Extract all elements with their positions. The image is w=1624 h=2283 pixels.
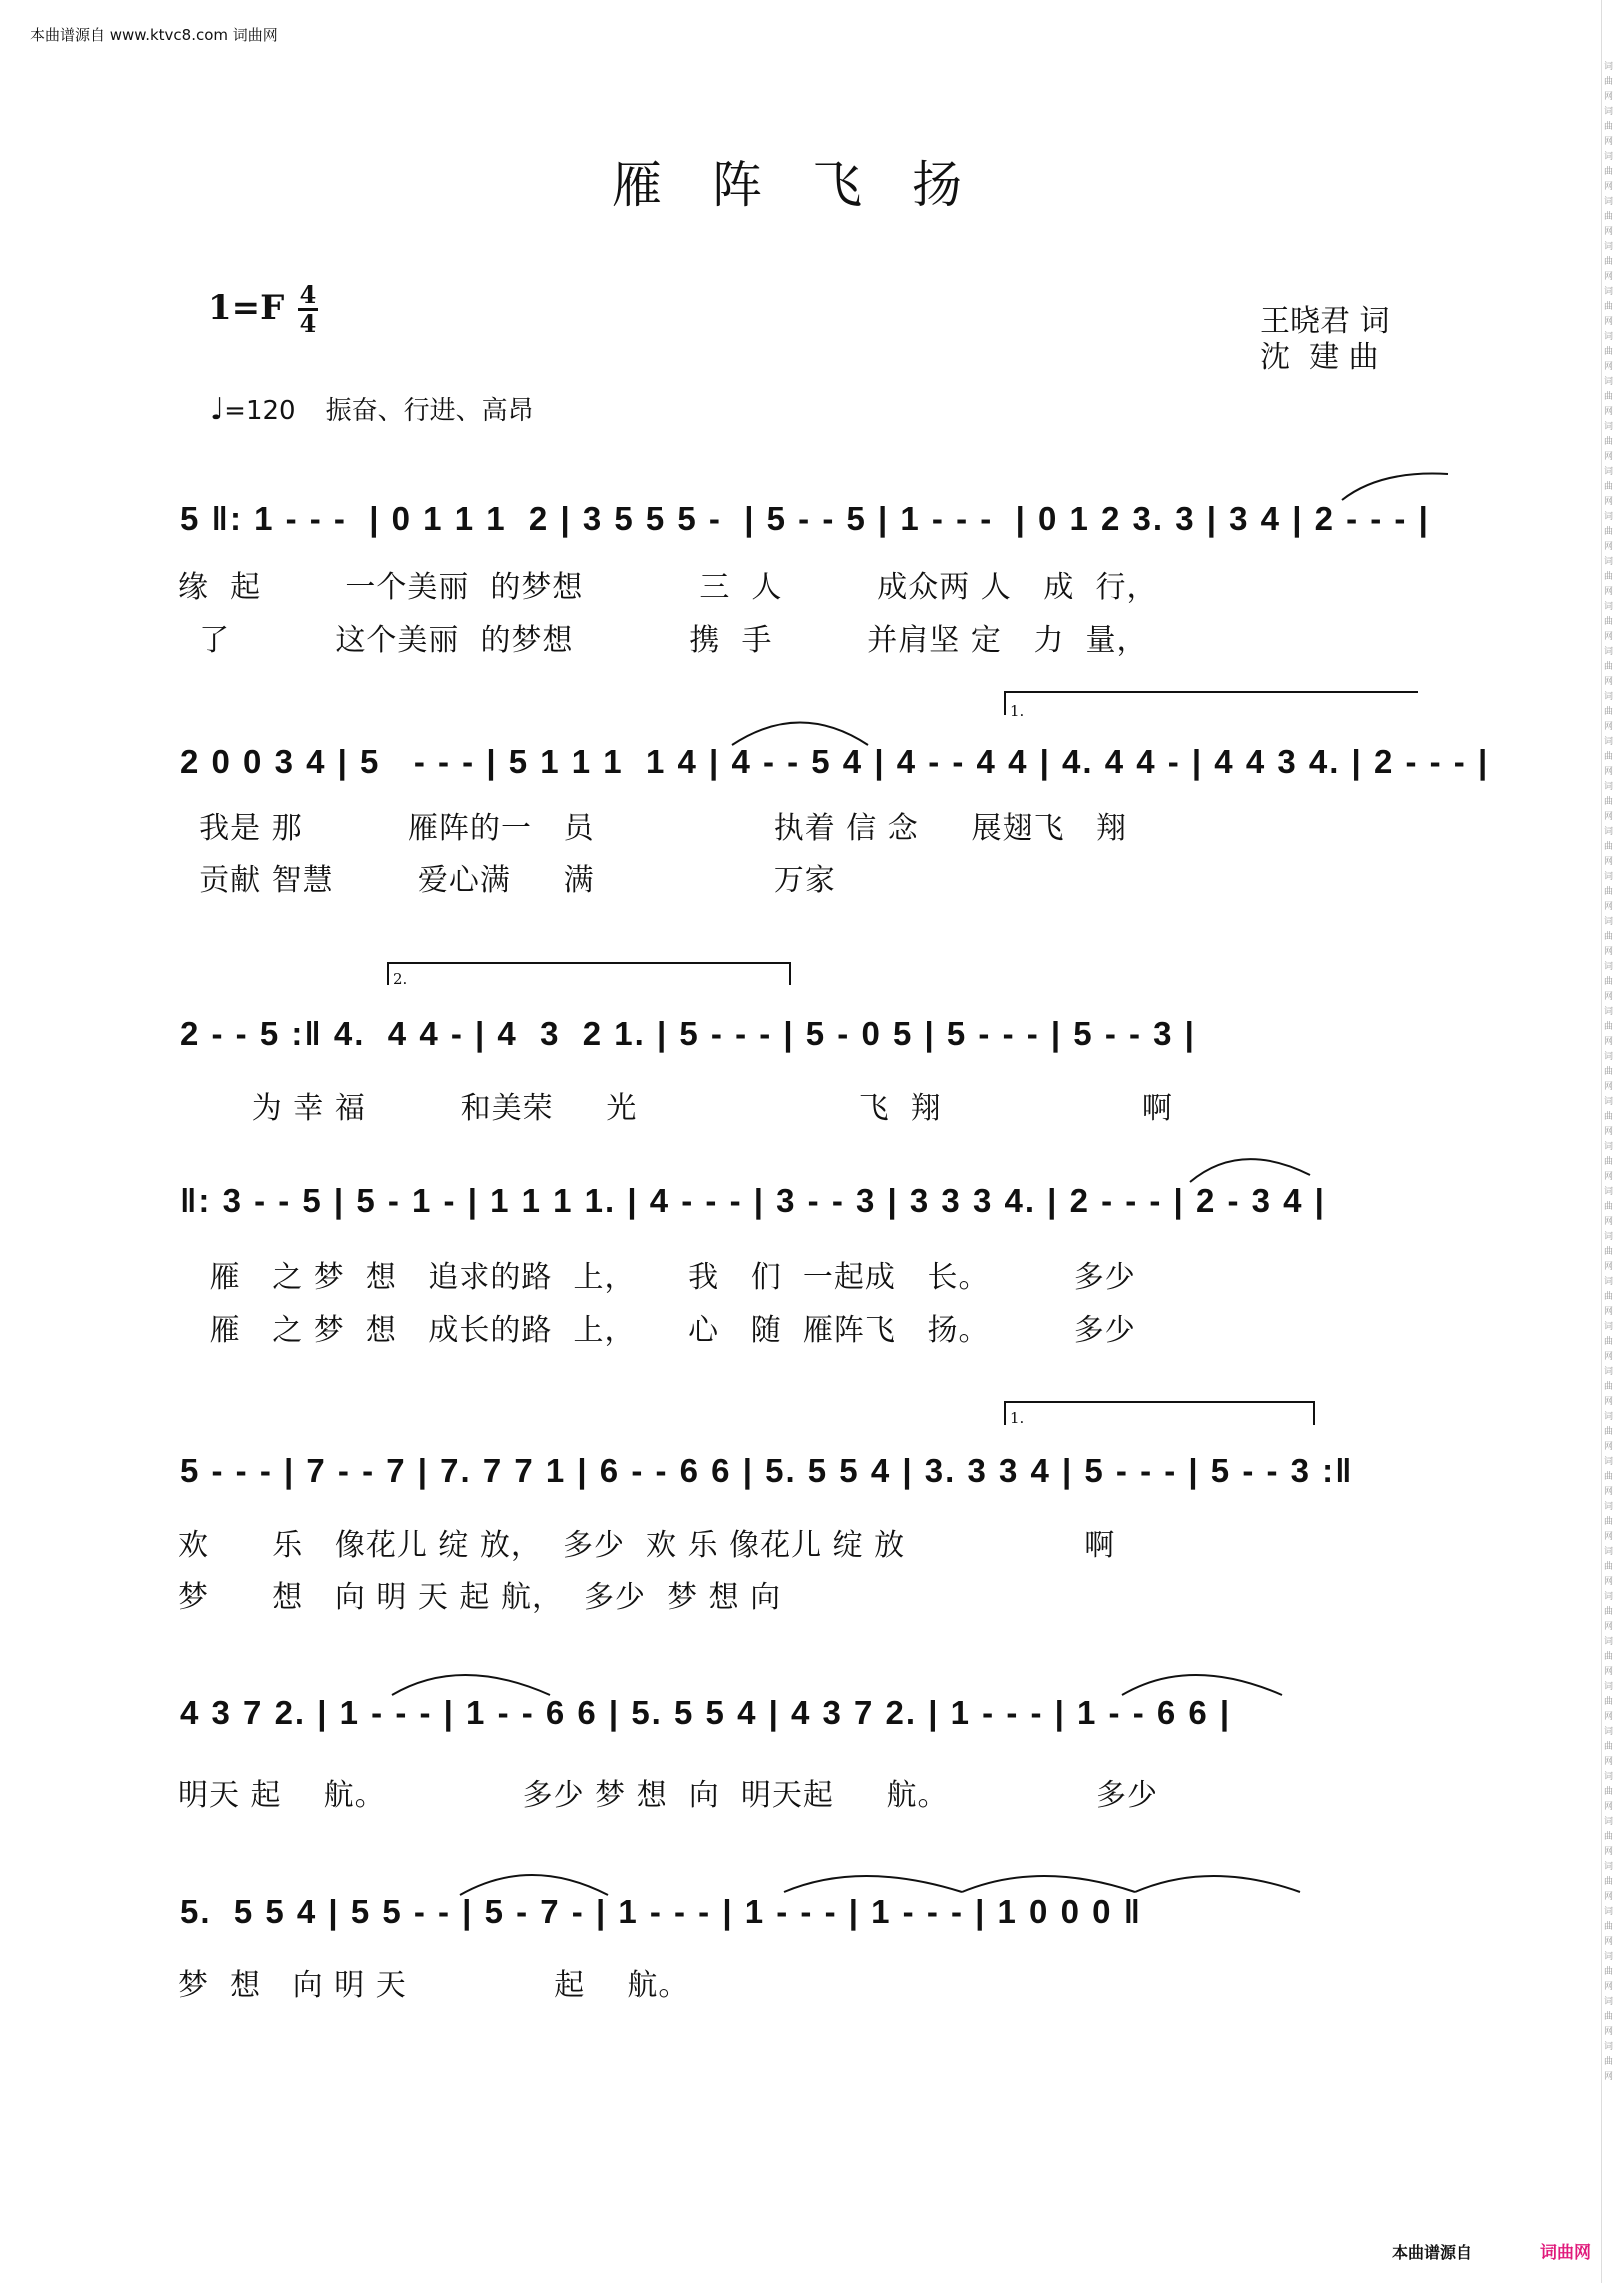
slur-8 — [962, 1876, 1135, 1892]
slur-9 — [1135, 1876, 1300, 1892]
notation-line-5: 5 - - - | 7 - - 7 | 7. 7 7 1 | 6 - - 6 6 | 5. 5 5 4 | 3. 3 3 4 | 5 - - - | 5 - - 3 :‖ — [180, 1452, 1354, 1489]
volta-1b-bracket — [1005, 1402, 1314, 1425]
notation-line-3: 2 - - 5 :‖ 4. 4 4 - | 4 3 2 1. | 5 - - - | 5 - 0 5 | 5 - - - | 5 - - 3 | — [180, 1015, 1196, 1052]
volta-1-bracket — [1005, 692, 1418, 715]
footer-site-link[interactable]: 词曲网 — [1540, 2243, 1591, 2263]
slur-5 — [1122, 1675, 1282, 1695]
lyrics-5-verse-1: 欢 乐 像花儿 绽 放， 多少 欢 乐 像花儿 绽 放 啊 — [178, 1528, 1116, 1563]
lyrics-7: 梦 想 向 明 天 起 航。 — [178, 1968, 690, 2003]
slur-7 — [784, 1876, 962, 1892]
notation-line-2: 2 0 0 3 4 | 5 - - - | 5 1 1 1 1 4 | 4 - - 5 4 | 4 - - 4 4 | 4. 4 4 - | 4 4 3 4. | 2 - - - | — [180, 743, 1490, 780]
svg-text:1.: 1. — [1010, 702, 1025, 720]
slur-2 — [732, 723, 868, 746]
notation-line-6: 4 3 7 2. | 1 - - - | 1 - - 6 6 | 5. 5 5 4 | 4 3 7 2. | 1 - - - | 1 - - 6 6 | — [180, 1694, 1232, 1731]
footer-source: 本曲谱源自 — [1392, 2243, 1473, 2262]
edge-watermark: 词曲网词曲网词曲网词曲网词曲网词曲网词曲网词曲网词曲网词曲网词曲网词曲网词曲网词曲网词曲网词曲网词曲网词曲网词曲网词曲网词曲网词曲网词曲网词曲网词曲网词曲网词曲网词曲网词曲网词曲网词曲网词曲网词曲网词曲网词曲网词曲网词曲网词曲网词曲网词曲网词曲网词曲网词曲网词曲网词曲网 — [1604, 62, 1614, 2082]
lyrics-1-verse-1: 缘 起 一个美丽 的梦想 三 人 成众两 人 成 行， — [178, 570, 1158, 605]
svg-text:1.: 1. — [1010, 1409, 1025, 1427]
notation-line-4: ‖: 3 - - 5 | 5 - 1 - | 1 1 1 1. | 4 - - - | 3 - - 3 | 3 3 3 4. | 2 - - - | 2 - 3 4 | — [180, 1182, 1326, 1219]
volta-2-bracket — [388, 963, 790, 985]
slur-3 — [1190, 1159, 1310, 1182]
lyrics-2-verse-2: 贡献 智慧 爱心满 满 万家 — [178, 863, 836, 898]
slur-6 — [460, 1875, 608, 1895]
lyrics-4-verse-2: 雁 之 梦 想 成长的路 上， 心 随 雁阵飞 扬。 多少 — [178, 1313, 1136, 1348]
lyrics-3: 为 幸 福 和美荣 光 飞 翔 啊 — [178, 1091, 1173, 1126]
lyrics-2-verse-1: 我是 那 雁阵的一 员 执着 信 念 展翅飞 翔 — [178, 811, 1128, 846]
time-sig-top: 4 — [299, 280, 317, 309]
svg-text:2.: 2. — [393, 970, 408, 988]
source-header: 本曲谱源自 www.ktvc8.com 词曲网 — [30, 26, 278, 44]
slur-1 — [1342, 474, 1448, 500]
notation-line-7: 5. 5 5 4 | 5 5 - - | 5 - 7 - | 1 - - - | 1 - - - | 1 - - - | 1 0 0 0 ‖ — [180, 1893, 1143, 1930]
lyrics-1-verse-2: 了 这个美丽 的梦想 携 手 并肩坚 定 力 量， — [178, 623, 1148, 658]
lyrics-6: 明天 起 航。 多少 梦 想 向 明天起 航。 多少 — [178, 1778, 1159, 1813]
tempo-value: =120 — [224, 396, 296, 426]
lyrics-4-verse-1: 雁 之 梦 想 追求的路 上， 我 们 一起成 长。 多少 — [178, 1260, 1136, 1295]
key-signature: 1=F — [208, 288, 285, 328]
slur-4 — [392, 1675, 550, 1695]
lyricist-credit: 王晓君 词 — [1260, 304, 1390, 339]
lyrics-5-verse-2: 梦 想 向 明 天 起 航， 多少 梦 想 向 — [178, 1580, 782, 1615]
notation-line-1: 5 ‖: 1 - - - | 0 1 1 1 2 | 3 5 5 5 - | 5 - - 5 | 1 - - - | 0 1 2 3. 3 | 3 4 | 2 - - - | — [180, 500, 1430, 537]
tempo-style: 振奋、行进、高昂 — [325, 396, 534, 426]
composer-credit: 沈 建 曲 — [1260, 340, 1379, 375]
quarter-note-icon: ♩ — [210, 392, 225, 427]
time-sig-bottom: 4 — [299, 309, 317, 338]
song-title: 雁阵飞扬 — [612, 156, 1012, 214]
